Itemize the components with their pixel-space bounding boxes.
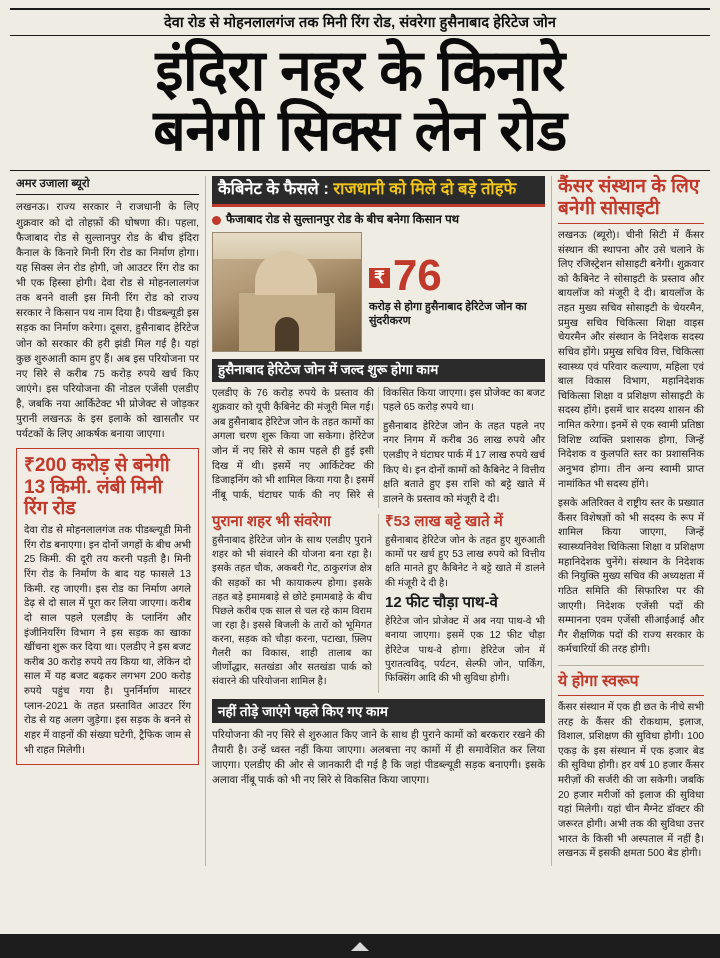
bullet-dot-icon	[212, 216, 221, 225]
cost-callout	[369, 232, 545, 352]
photo-and-cost-row	[212, 232, 545, 352]
chevron-up-icon[interactable]	[351, 942, 369, 951]
cost-amount: 76	[392, 250, 442, 300]
bullet-point-kisan-path	[212, 213, 545, 227]
mini-card-write-off	[385, 514, 545, 693]
heritage-monument-photo	[212, 232, 362, 352]
kicker-line: देवा रोड से मोहनलालगंज तक मिनी रिंग रोड, संवरेगा हुसैनाबाद हेरिटेज जोन	[163, 15, 556, 31]
lead-paragraph: लखनऊ। राज्य सरकार ने राजधानी के लिए शुक्रवार को दो तोहफ़ों की घोषणा की। पहला, फैजाबाद रोड से सुल्तानपुर रोड के बीच इंदिरा कैनाल के किनारे मिनी रिंग रोड का निर्माण होगा। यह सिक्स लेन रोड होगी, जो आउटर रिंग रोड का भी एक हिस्सा होगी। देवा रोड से मोहनलालगंज तक बनने वाली इस मिनी रिंग रोड को राज्य सरकार ने किसान पथ नाम दिया है। पीडब्ल्यूडी इस सड़क का निर्माण करेगा। दूसरा, हुसैनाबाद हेरिटेज जोन को सरकार की हरी झंडी मिल गई है। यहां कुछ शुरुआती काम हुए हैं। अब इस परियोजना पर नए सिरे से करीब 75 करोड़ रुपये खर्च किए जाएंगे। इस परियोजना की नोडल एजेंसी एलडीए है, जबकि नया आर्किटेक्ट भी प्रोजेक्ट से जोड़कर पुरानी लखनऊ के इस इलाके को खासतौर पर पर्यटकों के लिए आकर्षक बनाया जाएगा।	[16, 202, 199, 441]
column-left	[10, 176, 206, 866]
cancer-institute-headline: कैंसर संस्थान के लिए बनेगी सोसाइटी	[558, 176, 704, 224]
headline-line-1: इंदिरा नहर के किनारे	[155, 39, 565, 104]
column-right	[552, 176, 710, 866]
mini-card-row	[212, 514, 545, 693]
heritage-paragraph-1: एलडीए के 76 करोड़ रुपये के प्रस्ताव की शुक्रवार को यूपी कैबिनेट की मंजूरी मिल गई। अब हुसैनाबाद हेरिटेज जोन के तहत कामों का अगला चरण शुरू किया जा सकेगा। हेरिटेज जोन में नए सिरे से काम पहले ही हुई इसी दिख में थी। इसमें नए आर्किटेक्ट की डिजाइनिंग को भी शामिल किया गया है। इसमें नींबू पार्क, घंटाघर पार्क की नए सिरे से विकसित किया जाएगा। इस प्रोजेक्ट का बजट पहले 65 करोड़ रुपये था।	[212, 387, 545, 501]
structure-text: कैंसर संस्थान में एक ही छत के नीचे सभी तरह के कैंसर की रोकथाम, इलाज, विशाल, प्रशिक्षण की सुविधा होगी। 100 एकड़ के इस संस्थान में एक हजार बेड की सुविधा होगी। हर वर्ष 10 हजार कैंसर मरीज़ों की सर्जरी की जा सकेगी। जबकि 20 हजार मरीजों को इलाज की सुविधा यहां मिलेगी। यहां चीन मैग्नेट डॉक्टर की जरूरत होगी। अभी तक की सुविधा उत्तर भारत के किसी भी अस्पताल में नहीं है। लखनऊ में इसकी क्षमता 500 बेड होगी।	[558, 701, 704, 860]
article-columns	[10, 176, 710, 866]
mini-card-text: हुसैनाबाद हेरिटेज जोन के साथ एलडीए पुराने शहर को भी संवारने की योजना बना रहा है। इसके तहत चौक, अकबरी गेट, ठाकुरगंज क्षेत्र की सड़कों का भी कायाकल्प होगा। इसके तहत बड़े इमामबाड़े से छोटे इमामबाड़े के बीच पिछले करीब एक साल से चल रहे काम विराम जा रहा है। इससे बिजली के तारों को भूमिगत करना, सड़क को चौड़ा करना, पटाखा, फ़्लिप गैलरी का विकास, शाही तालाब का जीर्णोद्धार, सतखंडा और सतखंडा पार्क को संवारने की परियोजना शामिल है।	[212, 535, 372, 687]
card-divider	[378, 514, 379, 693]
kicker-bottom-rule	[10, 35, 710, 36]
cabinet-decisions-header	[212, 176, 545, 207]
highlight-box-title: ₹200 करोड़ से बनेगी 13 किमी. लंबी मिनी रिंग रोड	[24, 455, 170, 519]
section-header-no-demolition: नहीं तोड़े जाएंगे पहले किए गए काम	[212, 699, 545, 723]
section-heritage-body	[212, 387, 545, 508]
column-middle	[206, 176, 552, 866]
mini-card-old-city	[212, 514, 372, 693]
mini-card-title-pathway: 12 फीट चौड़ा पाथ-वे	[385, 593, 498, 611]
top-rule	[10, 8, 710, 10]
highlight-box-text: देवा रोड से मोहनलालगंज तक पीडब्ल्यूडी मिनी रिंग रोड बनाएगा। इन दोनों जगहों के बीच अभी 25 किमी. की दूरी तय करनी पड़ती है। मिनी रिंग रोड के निर्माण के बाद यह फासले 13 किमी. रह जाएगी। इस रोड का निर्माण अगले डेढ़ से दो साल में पूरा कर लिया जाएगा। करीब दो साल पहले एलडीए के प्लानिंग और इंजीनियरिंग विभाग ने इस सड़क का खाका खींचना शुरू कर दिया था। एलडीए ने इस बजट करीब 30 करोड़ रुपये तय किया था, लेकिन दो साल में यह बजट बढ़कर लगभग 200 करोड़ रुपये पहुंच गया है। पुनर्निर्माण मास्टर प्लान-2021 के तहत प्रस्तावित आउटर रिंग रोड से यह अलग जुड़ेगा। इस सड़क के बनने से शहर में वाहनों की संख्या घटेगी, ट्रैफिक जाम से भी राहत मिलेगी।	[24, 525, 191, 756]
highlight-box-mini-ring-road	[16, 448, 199, 765]
no-demolition-text: परियोजना की नए सिरे से शुरुआत किए जाने के साथ ही पुराने कामों को बरकरार रखने की तैयारी है। उन्हें ध्वस्त नहीं किया जाएगा। अलबत्ता नए कामों में ही समावेशित कर लिया जाएगा। एलडीए की ओर से जानकारी दी गई है कि जहां पीडब्ल्यूडी सड़क बनाएगी। इसके अलावा नींबू पार्क को भी नए सिरे से विकसित किया जाएगा।	[212, 730, 545, 787]
mini-card-title: ₹53 लाख बट्टे खाते में	[385, 512, 503, 530]
page-title	[10, 39, 710, 164]
cabinet-header-plain: कैबिनेट के फैसले :	[218, 180, 334, 199]
mini-card-title: पुराना शहर भी संवरेगा	[212, 512, 331, 530]
cabinet-header-highlight: राजधानी को मिले दो बड़े तोहफे	[333, 180, 517, 199]
cancer-institute-para-2: इसके अतिरिक्त वे राष्ट्रीय स्तर के प्रख्यात कैंसर विशेषज्ञों को भी सदस्य के रूप में शामिल किया जाएगा, जिन्हें स्वास्थ्यनिवेश चिकित्सा शिक्षा व प्रशिक्षण महानिदेशक चुनेंगे। संस्थान के निदेशक की नियुक्ति मुख्य सचिव की अध्यक्षता में गठित समिति की सिफारिश पर की जाएगी। निदेशक एजेंसी पदों की सम्मानना एवम एजेंसी सीआईआई और गैर शैक्षणिक पदों की राज्य सरकार के कर्मचारियों की तरह होगी।	[558, 498, 704, 656]
mini-card-text: हुसैनाबाद हेरिटेज जोन के तहत हुए शुरुआती कामों पर खर्च हुए 53 लाख रुपये को वित्तीय क्षति मानते हुए कैबिनेट ने बट्टे खाते में डालने की मंजूरी दे दी है।	[385, 535, 545, 589]
bullet-point-text: फैजाबाद रोड से सुल्तानपुर रोड के बीच बनेगा किसान पथ	[226, 213, 460, 227]
cost-number-row	[369, 250, 545, 300]
bottom-navigation-bar[interactable]	[0, 934, 720, 958]
heritage-paragraph-2: हुसैनाबाद हेरिटेज जोन के तहत पहले नए नगर निगम में करीब 36 लाख रुपये और एलडीए ने घंटाघर पार्क में 17 लाख रुपये खर्च किए थे। इन दोनों कामों को कैबिनेट ने वित्तीय क्षति बताते हुए इस राशि को बट्टे खाते में डालने के प्रस्ताव को मंजूरी दे दी।	[383, 420, 545, 505]
photo-archway	[275, 317, 299, 351]
structure-subheadline: ये होगा स्वरूप	[558, 673, 704, 696]
section-header-heritage-work: हुसैनाबाद हेरिटेज जोन में जल्द शुरू होगा काम	[212, 359, 545, 382]
rupee-symbol-icon: ₹	[369, 268, 390, 288]
headline-line-2: बनेगी सिक्स लेन रोड	[153, 99, 567, 164]
cancer-institute-para-1: लखनऊ (ब्यूरो)। चीनी सिटी में कैंसर संस्थान की स्थापना और उसे चलाने के लिए रजिस्ट्रेशन सोसाइटी बनेगी। शुक्रवार को कैबिनेट ने सोसाइटी के प्रस्ताव और बायलॉज को मंजूरी दे दी। बायलॉज के तहत मुख्य सचिव सोसाइटी के चेयरमैन, प्रमुख सचिव चिकित्सा शिक्षा वाइस चेयरमैन और संस्थान के निदेशक सदस्य सचिव होंगे। प्रमुख सचिव वित्त, चिकित्सा स्वास्थ्य एवं परिवार कल्याण, महिला एवं बाल विकास विभाग, महानिदेशक चिकित्सा शिक्षा व प्रशिक्षण सोसाइटी के सदस्य होंगे। इसमें चार सदस्य शासन की नामित करेगा। इनमें से एक स्वामी प्रतिष्ठा विशिष्ट व्यक्ति प्रशासक होगा, जिन्हें निदेशक व कुलपति स्तर का प्रशासनिक अनुभव होगा। तीन अन्य स्वामी प्राप्त नामांकित भी सदस्य होंगे।	[558, 229, 704, 490]
headline-rule	[10, 170, 710, 171]
byline: अमर उजाला ब्यूरो	[16, 176, 199, 195]
mini-card-text-pathway: हेरिटेज जोन प्रोजेक्ट में अब नया पाथ-वे भी बनाया जाएगा। इसमें एक 12 फीट चौड़ा हेरिटेज पाथ-वे होगा। हेरिटेज जोन में पुरातत्वविद्, पर्यटन, सेल्फी जोन, पार्किंग, फिक्सिंग आदि की भी सुविधा होगी।	[385, 616, 545, 684]
right-column-divider	[558, 665, 704, 666]
cost-description: करोड़ से होगा हुसैनाबाद हेरिटेज जोन का सुंदरीकरण	[369, 300, 527, 328]
